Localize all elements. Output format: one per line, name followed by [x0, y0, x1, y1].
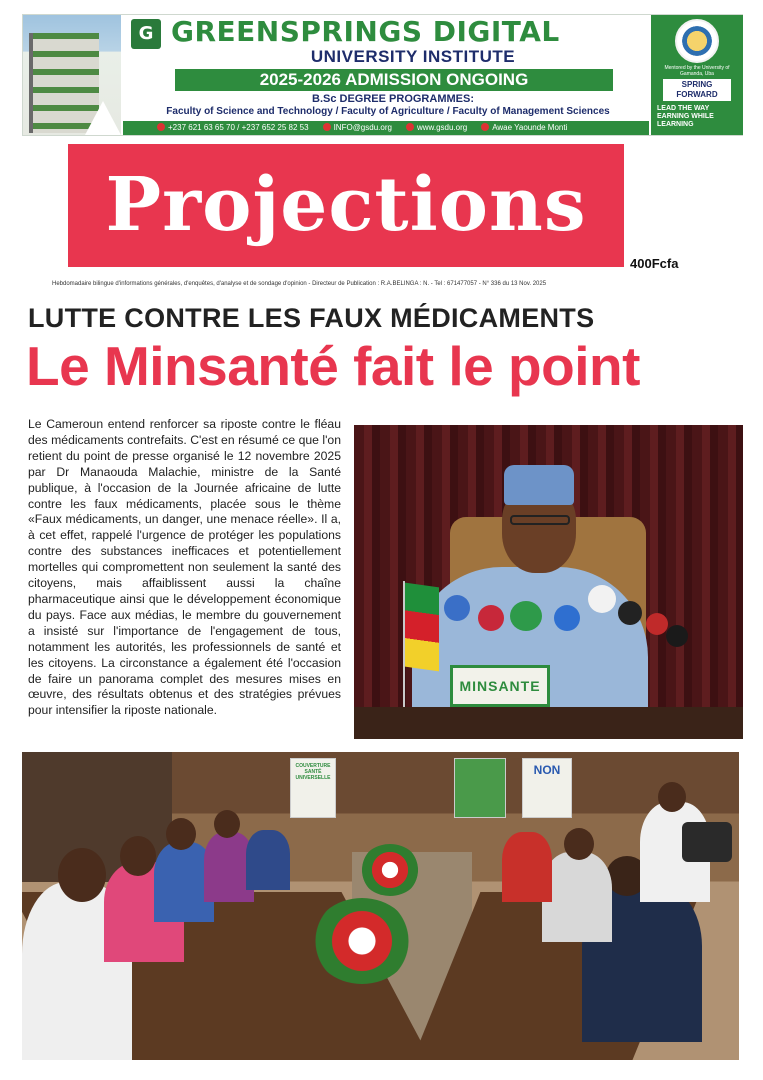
room-banner-right: NON	[522, 758, 572, 818]
admission-banner: 2025-2026 ADMISSION ONGOING	[175, 69, 613, 91]
cameroon-flag-icon	[405, 583, 439, 672]
email-icon	[323, 123, 331, 131]
email-contact: INFO@gsdu.org	[323, 121, 392, 135]
faculty-list: Faculty of Science and Technology / Faculty of Agriculture / Faculty of Management Sciences	[166, 106, 610, 117]
article-body: Le Cameroun entend renforcer sa riposte contre le fléau des médicaments contrefaits. C'est en résumé ce que l'on retient du point de presse organisé le 12 novembre 2025 par Dr Manaouda Malachie, ministre de la Santé publique, à l'occasion de la Journée africaine de lutte contre les faux médicaments, placée sous le thème «Faux médicaments, un danger, une menace réelle». Il a, à cet effet, rappelé l'urgence de protéger les populations contre des substances inefficaces et potentiellement mortelles qui compromettent non seulement la santé des citoyens, mais affaiblissent aussi la chaîne pharmaceutique ainsi que le développement économique du pays. Face aux médias, le membre du gouvernement a insisté sur l'importance de l'engagement de tous, notamment les autorités, les professionnels de santé et les citoyens. La circonstance a également été l'occasion de faire un panorama complet des mesures mises en œuvre, des résultats obtenus et des stratégies prévues pour intensifier la riposte nationale.	[28, 417, 341, 718]
ad-subtitle: UNIVERSITY INSTITUTE	[310, 47, 516, 66]
mentored-by: Mentored by the University of Gamanda, Uba	[664, 65, 730, 77]
ad-text-block	[123, 15, 649, 135]
globe-icon	[406, 123, 414, 131]
lead-slogan: LEAD THE WAY EARNING WHILE LEARNING	[657, 105, 714, 128]
room-banner-left: COUVERTURE SANTÉ UNIVERSELLE	[290, 758, 336, 818]
location-pin-icon	[481, 123, 489, 131]
university-logo: G	[131, 19, 161, 49]
issue-price: 400Fcfa	[630, 256, 679, 271]
website-contact: www.gsdu.org	[406, 121, 467, 135]
conference-room-photo	[22, 752, 739, 1060]
advertisement-banner[interactable]	[22, 14, 743, 136]
degree-programmes: B.Sc DEGREE PROGRAMMES:	[312, 93, 474, 105]
newspaper-title: Projections	[105, 162, 587, 248]
minister-press-photo	[354, 425, 743, 739]
kicker-headline: LUTTE CONTRE LES FAUX MÉDICAMENTS	[28, 303, 595, 333]
ad-side-panel	[651, 15, 743, 135]
phone-contact: +237 621 63 65 70 / +237 652 25 82 53	[157, 121, 309, 135]
campus-building-photo	[23, 15, 121, 135]
publication-tagline: Hebdomadaire bilingue d'informations générales, d'enquêtes, d'analyse et de sondage d'opinion - Directeur de Publication : R.A.BELINGA : N. - Tel : 671477057 - N° 336 du 13 Nov. 2025	[52, 281, 547, 287]
contact-bar	[123, 121, 649, 135]
ad-title: GREENSPRINGS DIGITAL	[171, 15, 560, 48]
university-seal-icon	[675, 19, 719, 63]
masthead	[68, 144, 624, 267]
phone-icon	[157, 123, 165, 131]
location-contact: Awae Yaounde Monti	[481, 121, 567, 135]
minsante-sign: MINSANTE	[450, 665, 550, 707]
spring-forward-label: SPRING FORWARD	[663, 79, 731, 101]
main-headline: Le Minsanté fait le point	[26, 335, 640, 397]
